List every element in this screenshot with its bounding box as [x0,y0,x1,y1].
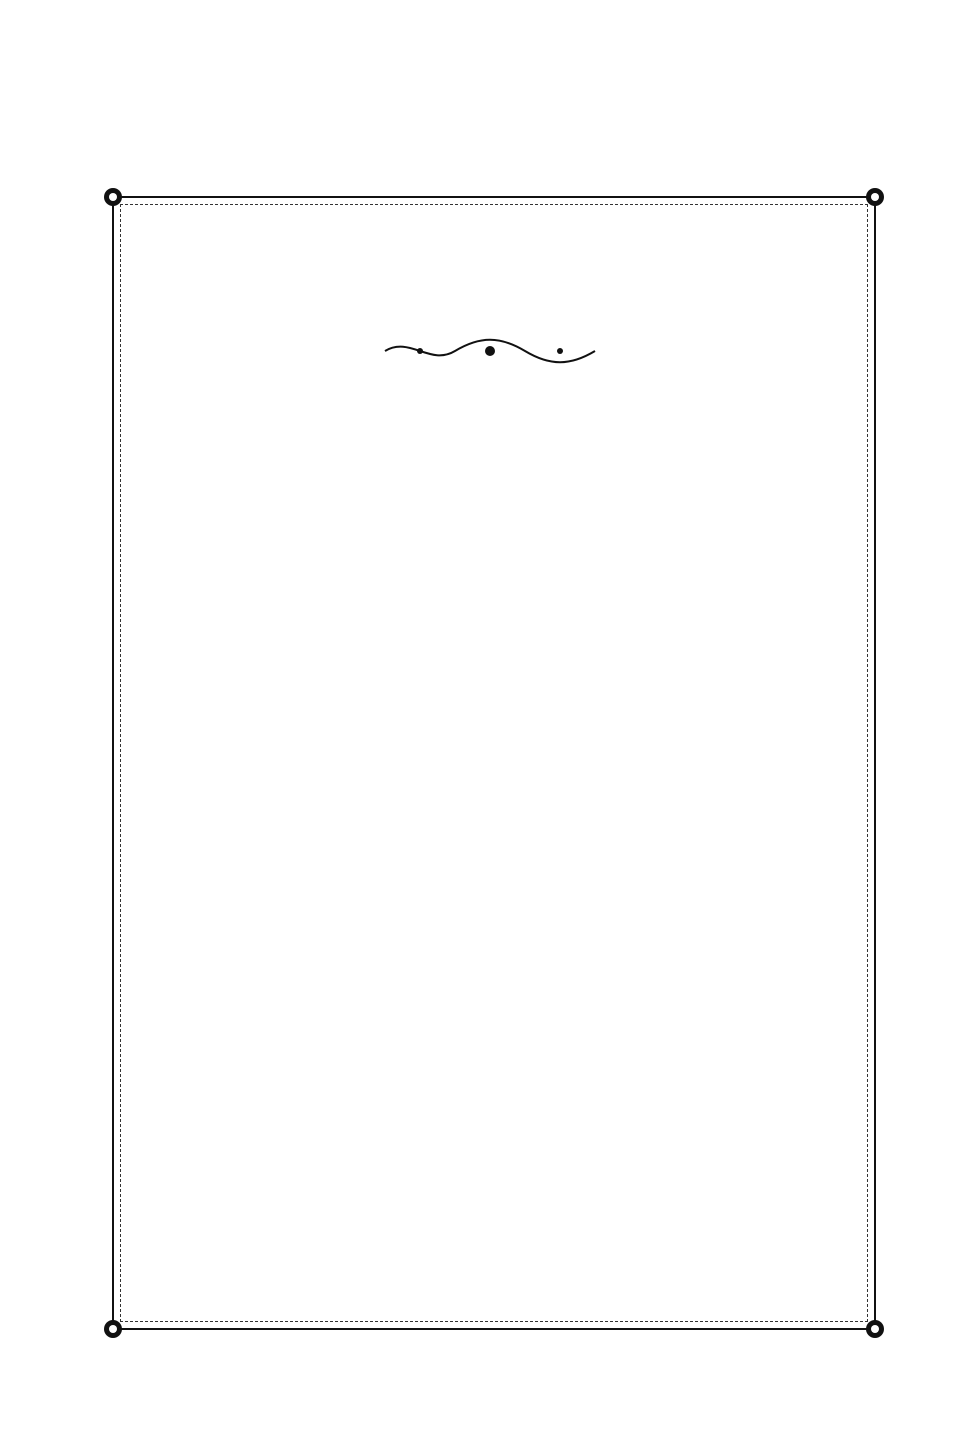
corner-ornament [866,188,884,206]
corner-ornament [866,1320,884,1338]
flourish-ornament [380,336,600,366]
corner-ornament [104,1320,122,1338]
corner-ornament [104,188,122,206]
inner-border [120,204,868,1322]
